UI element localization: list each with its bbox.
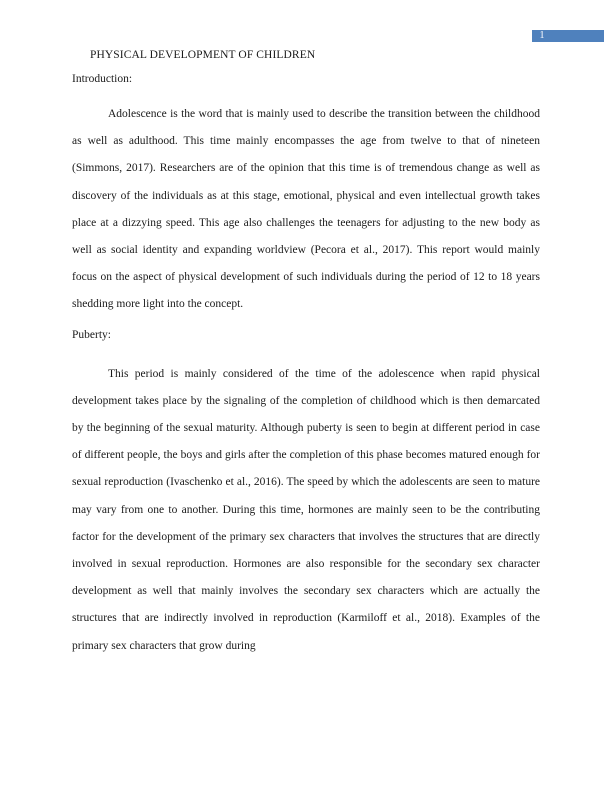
page-number: 1: [539, 30, 545, 41]
document-body: [72, 69, 540, 660]
paragraph-introduction: Adolescence is the word that is mainly used to describe the transition between the childhood as well as adulthood. This time mainly encompasses the age from twelve to that of nineteen (Simmons, 2017). Researchers are of the opinion that this time is of tremendous change as well as discovery of the individuals as at this stage, emotional, physical and even intellectual growth takes place at a dizzying speed. This age also challenges the teenagers for adjusting to the new body as well as social identity and expanding worldview (Pecora et al., 2017). This report would mainly focus on the aspect of physical development of such individuals during the period of 12 to 18 years shedding more light into the concept.: [72, 108, 540, 311]
section-heading-puberty: Puberty:: [72, 328, 111, 341]
running-head: PHYSICAL DEVELOPMENT OF CHILDREN: [90, 49, 316, 61]
paragraph-puberty: This period is mainly considered of the time of the adolescence when rapid physical development takes place by the signaling of the completion of childhood which is then demarcated by the beginning of the sexual maturity. Although puberty is seen to begin at different period in case of different people, the boys and girls after the completion of this phase becomes matured enough for sexual reproduction (Ivaschenko et al., 2016). The speed by which the adolescents are seen to mature may vary from one to another. During this time, hormones are mainly seen to be the contributing factor for the development of the primary sex characters that involves the structures that are directly involved in sexual reproduction. Hormones are also responsible for the secondary sex character development as well that mainly involves the secondary sex characters which are actually the structures that are indirectly involved in reproduction (Karmiloff et al., 2018). Examples of the primary sex characters that grow during: [72, 367, 540, 652]
section-heading-introduction: Introduction:: [72, 73, 133, 85]
